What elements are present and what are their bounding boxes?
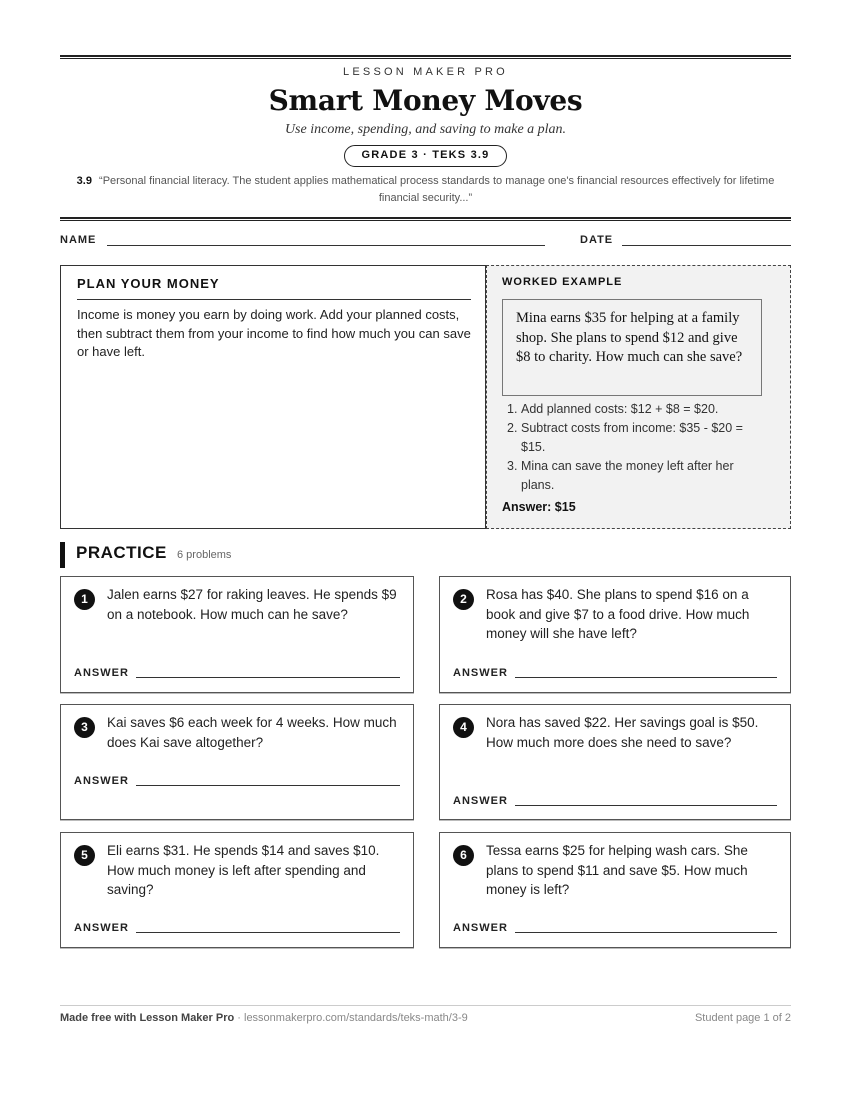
plan-divider [77, 299, 471, 300]
practice-count: 6 problems [177, 549, 232, 561]
problem-number-badge: 3 [74, 717, 95, 738]
plan-your-money-box [60, 265, 486, 529]
practice-title: PRACTICE [76, 543, 167, 562]
worked-example-box [486, 265, 791, 529]
answer-label: ANSWER [453, 667, 508, 679]
problem-card-1 [60, 576, 414, 693]
answer-label: ANSWER [74, 922, 129, 934]
name-label: NAME [60, 234, 97, 246]
worked-step: 1. Add planned costs: $12 + $8 = $20. [507, 402, 719, 416]
problem-number-badge: 1 [74, 589, 95, 610]
problem-text: Eli earns $31. He spends $14 and saves $10. How much money is left after spending and saving? [107, 843, 380, 897]
header-bottom-rule [60, 217, 791, 221]
answer-field[interactable] [515, 805, 777, 806]
worked-example-steps [502, 400, 770, 495]
footer-page-number: Student page 1 of 2 [694, 1012, 791, 1024]
answer-field[interactable] [515, 932, 777, 933]
worked-step: 2. Subtract costs from income: $35 - $20 = $15. [507, 421, 743, 454]
problem-number-badge: 2 [453, 589, 474, 610]
problem-card-4 [439, 704, 791, 820]
worked-example-title: WORKED EXAMPLE [502, 276, 623, 288]
standard-description [60, 173, 791, 207]
answer-field[interactable] [136, 932, 400, 933]
standard-text: “Personal financial literacy. The student applies mathematical process standards to manage one's financial resources effectively for lifetime financial security...” [99, 175, 775, 204]
problem-text: Tessa earns $25 for helping wash cars. She plans to spend $11 and save $5. How much money is left? [486, 843, 748, 897]
problem-number-badge: 5 [74, 845, 95, 866]
problem-card-6 [439, 832, 791, 948]
worked-example-problem: Mina earns $35 for helping at a family shop. She plans to spend $12 and give $8 to charity. How much can she save? [502, 299, 762, 396]
problem-card-3 [60, 704, 414, 820]
worksheet-page [60, 0, 791, 1100]
problem-number-badge: 6 [453, 845, 474, 866]
answer-label: ANSWER [453, 795, 508, 807]
problem-card-5 [60, 832, 414, 948]
problem-number-badge: 4 [453, 717, 474, 738]
worked-example-answer: Answer: $15 [502, 500, 576, 514]
problem-text: Jalen earns $27 for raking leaves. He spends $9 on a notebook. How much can he save? [107, 587, 397, 622]
name-field[interactable] [107, 245, 545, 246]
plan-text: Income is money you earn by doing work. Add your planned costs, then subtract them from your income to find how much you can save or have left. [77, 307, 471, 359]
practice-accent-bar [60, 542, 65, 568]
problem-card-2 [439, 576, 791, 693]
date-label: DATE [580, 234, 614, 246]
answer-field[interactable] [136, 677, 400, 678]
standard-code: 3.9 [76, 175, 92, 187]
brand-eyebrow: LESSON MAKER PRO [343, 66, 508, 78]
page-subtitle: Use income, spending, and saving to make a plan. [284, 122, 567, 137]
plan-title: PLAN YOUR MONEY [77, 276, 220, 291]
answer-label: ANSWER [453, 922, 508, 934]
header-top-rule [60, 55, 791, 59]
answer-field[interactable] [515, 677, 777, 678]
date-field[interactable] [622, 245, 791, 246]
grade-badge: GRADE 3 · TEKS 3.9 [344, 145, 507, 167]
footer-credit [60, 1012, 468, 1024]
worked-step: 3. Mina can save the money left after her plans. [507, 459, 734, 492]
answer-label: ANSWER [74, 667, 129, 679]
problem-text: Rosa has $40. She plans to spend $16 on a book and give $7 to a food drive. How much money will she have left? [486, 587, 750, 641]
answer-field[interactable] [136, 785, 400, 786]
problem-text: Nora has saved $22. Her savings goal is $50. How much more does she need to save? [486, 715, 759, 750]
answer-label: ANSWER [74, 775, 129, 787]
footer-brand: Made free with Lesson Maker Pro [60, 1012, 235, 1024]
problem-text: Kai saves $6 each week for 4 weeks. How much does Kai save altogether? [107, 715, 397, 750]
footer-url: · lessonmakerpro.com/standards/teks-math/3-9 [234, 1012, 468, 1024]
footer-divider [60, 1005, 791, 1006]
page-title: Smart Money Moves [268, 84, 583, 117]
